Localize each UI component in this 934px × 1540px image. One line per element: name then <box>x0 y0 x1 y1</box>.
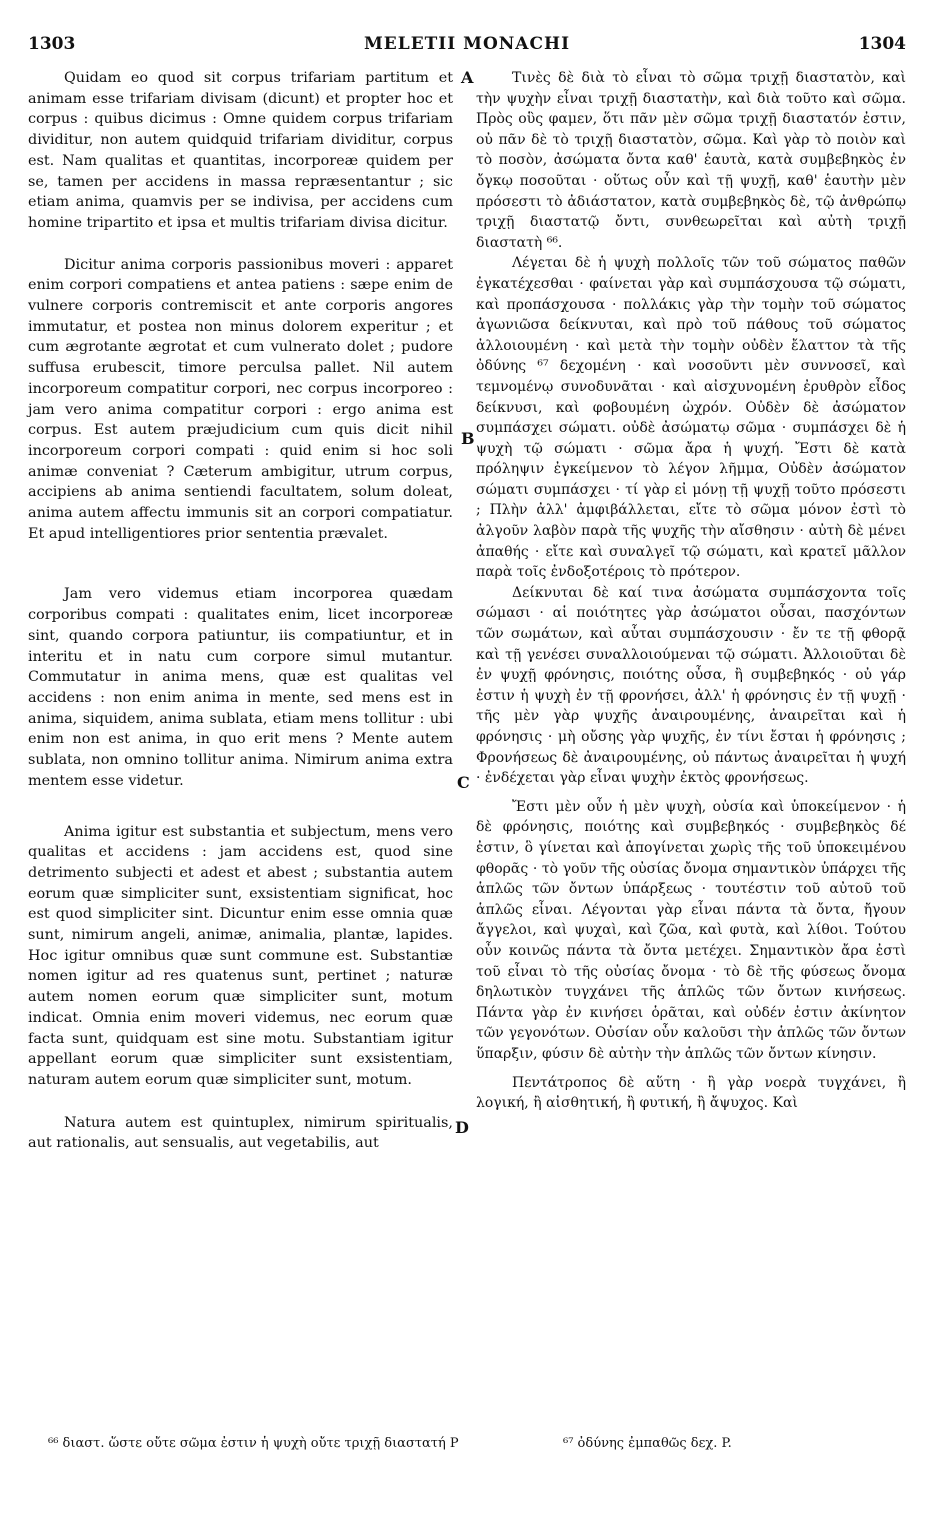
footnote-67: ⁶⁷ ὀδύνης ἐμπαθῶς δεχ. P. <box>563 1436 732 1451</box>
latin-paragraph: Natura autem est quintuplex, nimirum spiritualis, aut rationalis, aut sensualis, aut vegetabilis, aut <box>28 1114 453 1152</box>
section-marker: D <box>455 1118 469 1137</box>
latin-paragraph: Quidam eo quod sit corpus trifariam partitum et animam esse trifariam divisam (dicunt) et propter hoc et corpus : quibus dicimus : Omne quidem corpus trifariam dividitur, non autem quidquid trifariam dividitur, corpus est. Nam qualitas et quantitas, incorporeæ quidem per se, tamen per accidens in massa repræsentantur ; sic etiam anima, quamvis per se indivisa, per accidens cum homine tripartito et ipsa et multis trifariam divisa dicitur. <box>28 70 453 231</box>
section-marker: C <box>457 773 470 792</box>
greek-paragraph: Ἔστι μὲν οὖν ἡ μὲν ψυχὴ, οὐσία καὶ ὑποκείμενον · ἡ δὲ φρόνησις, ποιότης καὶ συμβεβηκός · συμβεβηκὸς δέ ἐστιν, ὃ γίνεται καὶ ἀπογίνεται χωρὶς τῆς τοῦ ὑποκειμένου φθορᾶς · τὸ γοῦν τῆς οὐσίας ὄνομα σημαντικὸν ὑπάρχει τῆς ἁπλῶς τῶν ὄντων ὑπάρξεως · τουτέστιν τοῦ αὐτοῦ τοῦ ἁπλῶς εἶναι. Λέγονται γὰρ εἶναι πάντα τὰ ὄντα, ἤγουν ἄγγελοι, καὶ ψυχαὶ, καὶ ζῶα, καὶ φυτὰ, καὶ λίθοι. Τούτου οὖν κοινῶς πάντα τὰ ὄντα μετέχει. Σημαντικὸν ἄρα ἐστὶ τοῦ εἶναι τὸ τῆς οὐσίας ὄνομα · τὸ δὲ τῆς φύσεως ὄνομα δηλωτικὸν τυγχάνει τῆς ἁπλῶς τῶν ὄντων κινήσεως. Πάντα γὰρ ἐν κινήσει ὁρᾶται, καὶ οὐδέν ἐστιν ἀκίνητον τῶν γεγονότων. Οὐσίαν οὖν καλοῦσι τὴν ἁπλῶς τῶν ὄντων ὕπαρξιν, φύσιν δὲ αὐτὴν τὴν ἁπλῶς τῶν ὄντων κίνησιν. <box>476 798 906 1062</box>
page-number-right: 1304 <box>858 34 906 54</box>
greek-paragraph: Τινὲς δὲ διὰ τὸ εἶναι τὸ σῶμα τριχῇ διαστατὸν, καὶ τὴν ψυχὴν εἶναι τριχῇ διαστατὴν, καὶ διὰ τοῦτο καὶ σῶμα. Πρὸς οὓς φαμεν, ὅτι πᾶν μὲν σῶμα τριχῇ διαστατόν ἐστιν, οὐ πᾶν δὲ τὸ τριχῇ διαστατὸν, σῶμα. Καὶ γὰρ τὸ ποιὸν καὶ τὸ ποσὸν, ἀσώματα ὄντα καθ' ἑαυτὰ, κατὰ συμβεβηκὸς ἐν ὄγκῳ ποσοῦται · οὕτως οὖν καὶ τῇ ψυχῇ, καθ' ἑαυτὴν μὲν πρόσεστι τὸ ἀδιάστατον, κατὰ συμβεβηκὸς δὲ, τῷ ἀνθρώπῳ τριχῇ διαστατῷ ὄντι, συνθεωρεῖται καὶ αὐτὴ τριχῇ διαστατὴ ⁶⁶. <box>476 70 906 251</box>
latin-column <box>28 68 453 1154</box>
running-title: MELETII MONACHI <box>363 34 571 54</box>
running-header <box>28 34 906 58</box>
greek-paragraph: Λέγεται δὲ ἡ ψυχὴ πολλοῖς τῶν τοῦ σώματος παθῶν ἐγκατέχεσθαι · φαίνεται γὰρ καὶ συμπάσχουσα τῷ σώματι, καὶ προπάσχουσα · πολλάκις γὰρ τὴν τομὴν τοῦ σώματος ἀγωνιῶσα δείκνυται, καὶ πρὸ τοῦ πάθους τοῦ σώματος ἀλλοιουμένη · καὶ μετὰ τὴν τομὴν οὐδὲν ἔλαττον τὰ τῆς ὀδύνης ⁶⁷ δεχομένη · καὶ νοσοῦντι μὲν συννοσεῖ, καὶ τεμνομένῳ συνοδυνᾶται · καὶ αἰσχυνομένη ἐρυθρὸν εἶδος δείκνυσι, καὶ φοβουμένη ὠχρόν. Οὐδὲν δὲ ἀσώματον συμπάσχει σώματι. οὐδὲ ἀσώματῳ σῶμα · συμπάσχει δὲ ἡ ψυχὴ τῷ σώματι · σῶμα ἄρα ἡ ψυχή. Ἔστι δὲ κατὰ πρόληψιν ἐγκείμενον τὸ λέγον λῆμμα, Οὐδὲν ἀσώματον σώματι συμπάσχει · τί γὰρ εἰ μόνῃ τῇ ψυχῇ τοῦτο πρόσεστι ; Πλὴν ἀλλ' ἀμφιβάλλεται, εἴτε τὸ σῶμα μόνον ἐστὶ τὸ ἀλγοῦν λαβὸν παρὰ τῆς ψυχῆς τὴν αἴσθησιν · αὐτὴ δὲ μένει ἀπαθής · εἴτε καὶ συναλγεῖ τῷ σώματι, καὶ κρατεῖ μᾶλλον παρὰ τοῖς ἐνδοξοτέροις τὸ πρότερον. <box>476 255 906 581</box>
latin-paragraph: Jam vero videmus etiam incorporea quædam corporibus compati : qualitates enim, licet incorporeæ sint, quando corpora patiuntur, iis compatiuntur, et in interitu et in natu cum corpore simul mutantur. Commutatur in anima mens, quæ est qualitas vel accidens : non enim anima in mente, sed mens est in anima, siquidem, anima sublata, etiam mens tollitur : ubi enim non est anima, in quo erit mens ? Mente autem sublata, non omnino tollitur anima. Nimirum anima extra mentem esse videtur. <box>28 586 453 789</box>
greek-column <box>476 68 906 1114</box>
footnote-66: ⁶⁶ διαστ. ὥστε οὔτε σῶμα ἐστιν ἡ ψυχὴ οὔτε τριχῇ διαστατή P <box>48 1436 459 1451</box>
section-marker: B <box>461 429 475 448</box>
section-marker: A <box>461 68 474 87</box>
page-number-left: 1303 <box>28 34 76 54</box>
latin-paragraph: Dicitur anima corporis passionibus moveri : apparet enim corpori compatiens et antea patiens : sæpe enim de vulnere corporis contremiscit et ante corporis angores immutatur, et postea non minus dolorem experitur ; et cum ægrotante ægrotat et cum vulnerato dolet ; pudore suffusa erubescit, timore perculsa pallet. Nil autem incorporeum compatitur corpori, nec corpus incorporeo : jam vero anima compatitur corpori : ergo anima est corpus. Est autem præjudicium cum quis dicit nihil incorporeum corpori compati : quid enim si hoc soli animæ conveniat ? Cæterum ambigitur, utrum corpus, accipiens ab anima sentiendi facultatem, solum doleat, anima autem affectu immunis sit an corpori compatiatur. Et apud intelligentiores prior sententia prævalet. <box>28 256 453 542</box>
greek-paragraph: Πεντάτροπος δὲ αὕτη · ἢ γὰρ νοερὰ τυγχάνει, ἢ λογική, ἢ αἰσθητική, ἢ φυτική, ἢ ἄψυχος. Καὶ <box>476 1074 906 1112</box>
greek-paragraph: Δείκνυται δὲ καί τινα ἀσώματα συμπάσχοντα τοῖς σώμασι · αἱ ποιότητες γὰρ ἀσώματοι οὖσαι, πασχόντων τῶν σωμάτων, καὶ αὗται συμπάσχουσιν · ἔν τε τῇ φθορᾷ καὶ τῇ γενέσει συναλλοιούμεναι τῷ σώματι. Ἀλλοιοῦται δὲ ἐν ψυχῇ φρόνησις, ποιότης οὖσα, ἢ συμβεβηκός · οὐ γάρ ἐστιν ἡ ψυχὴ ἐν τῇ φρονήσει, ἀλλ' ἡ φρόνησις ἐν τῇ ψυχῇ · τῆς μὲν γὰρ ψυχῆς ἀναιρουμένης, ἀναιρεῖται καὶ ἡ φρόνησις · μὴ οὔσης γὰρ ψυχῆς, ἐν τίνι ἔσται ἡ φρόνησις ; Φρονήσεως δὲ ἀναιρουμένης, οὐ πάντως ἀναιρεῖται ἡ ψυχή · ἐνδέχεται γὰρ εἶναι ψυχὴν ἐκτὸς φρονήσεως. <box>476 584 906 787</box>
latin-paragraph: Anima igitur est substantia et subjectum, mens vero qualitas et accidens : jam accidens est, quod sine detrimento subjecti et adest et abest ; substantia autem eorum quæ simpliciter sunt, exsistentiam significat, hoc est quod simpliciter sint. Dicuntur enim esse omnia quæ sunt, nimirum angeli, animæ, animalia, plantæ, lapides. Hoc igitur omnibus quæ sunt commune est. Substantiæ nomen igitur ad res quatenus sunt, pertinet ; naturæ autem nomen eorum quæ simpliciter sunt, motum indicat. Omnia enim moveri videmus, nec eorum quæ facta sunt, quidquam est sine motu. Substantiam igitur appellant eorum quæ simpliciter sunt exsistentiam, naturam autem eorum quæ simpliciter sunt, motum. <box>28 823 453 1088</box>
